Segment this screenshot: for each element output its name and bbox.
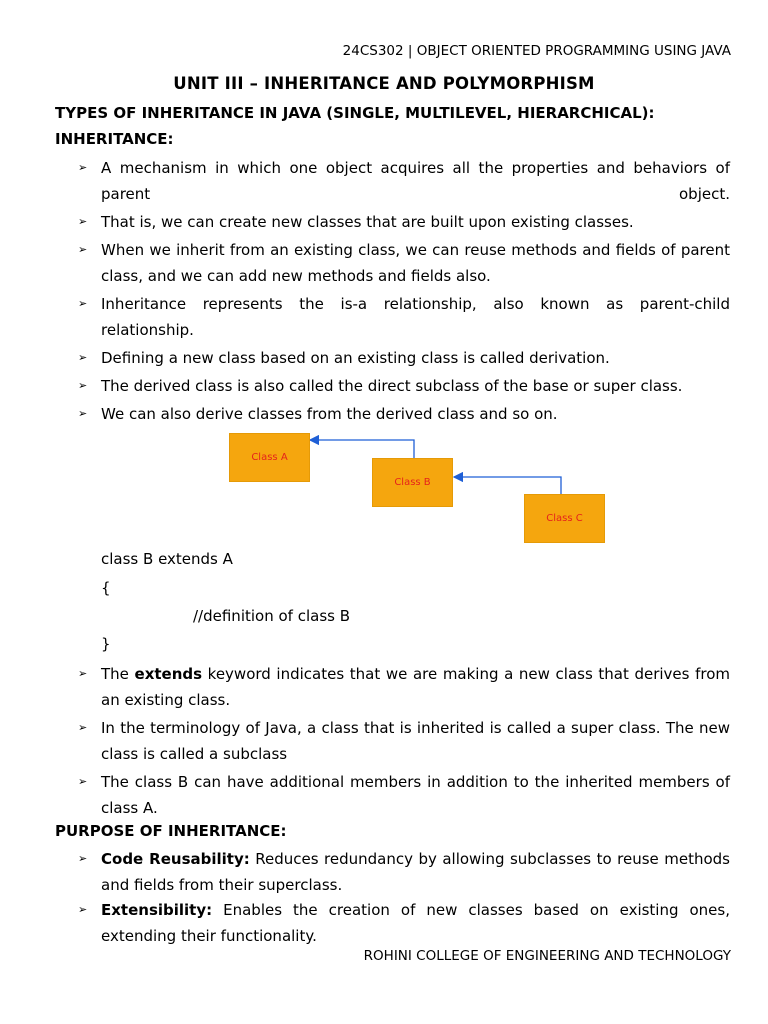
arrow-bullet-icon: ➢ <box>78 775 88 788</box>
bullet-text: Inheritance represents the is-a relationship, also known as parent-child relationship. <box>101 295 730 339</box>
bullet-text: In the terminology of Java, a class that is inherited is called a super class. The new class is called a subclass <box>101 719 730 763</box>
class-b-box: Class B <box>372 458 453 507</box>
page-header: 24CS302 | OBJECT ORIENTED PROGRAMMING USING JAVA <box>342 43 731 59</box>
code-line: { <box>101 579 111 597</box>
class-a-box: Class A <box>229 433 310 482</box>
purpose-term: Extensibility: <box>101 901 213 919</box>
bullet-text: Defining a new class based on an existing class is called derivation. <box>101 349 610 367</box>
class-c-box: Class C <box>524 494 605 543</box>
code-line: //definition of class B <box>193 607 351 625</box>
arrow-bullet-icon: ➢ <box>78 297 88 310</box>
purpose-text: Extensibility: Enables the creation of new classes based on existing ones, extending their functionality. <box>101 901 730 945</box>
code-line: } <box>101 635 111 653</box>
purpose-item <box>78 846 730 898</box>
arrow-c-to-b <box>454 477 561 494</box>
page-footer: ROHINI COLLEGE OF ENGINEERING AND TECHNOLOGY <box>363 948 731 964</box>
purpose-item <box>78 897 730 949</box>
purpose-text: Code Reusability: Reduces redundancy by allowing subclasses to reuse methods and fields from their superclass. <box>101 850 730 894</box>
arrow-bullet-icon: ➢ <box>78 243 88 256</box>
purpose-heading: PURPOSE OF INHERITANCE: <box>55 822 287 840</box>
arrow-bullet-icon: ➢ <box>78 852 88 865</box>
arrow-bullet-icon: ➢ <box>78 721 88 734</box>
bullet-text: The derived class is also called the direct subclass of the base or super class. <box>101 377 683 395</box>
unit-title: UNIT III – INHERITANCE AND POLYMORPHISM <box>173 74 595 93</box>
extends-keyword: extends <box>134 665 203 683</box>
bullet-text: When we inherit from an existing class, we can reuse methods and fields of parent class, and we can add new methods and fields also. <box>101 241 730 285</box>
section-heading: TYPES OF INHERITANCE IN JAVA (SINGLE, MULTILEVEL, HIERARCHICAL): <box>55 104 655 122</box>
bullet-text: We can also derive classes from the derived class and so on. <box>101 405 558 423</box>
bullet-text: The extends keyword indicates that we are making a new class that derives from an existing class. <box>101 665 730 709</box>
code-line: class B extends A <box>101 550 233 568</box>
arrow-bullet-icon: ➢ <box>78 903 88 916</box>
purpose-term: Code Reusability: <box>101 850 250 868</box>
arrow-bullet-icon: ➢ <box>78 351 88 364</box>
arrow-bullet-icon: ➢ <box>78 215 88 228</box>
bullet-text: That is, we can create new classes that are built upon existing classes. <box>101 213 634 231</box>
bullet-text: The class B can have additional members in addition to the inherited members of class A. <box>101 773 730 817</box>
sub-heading-inheritance: INHERITANCE: <box>55 130 174 148</box>
arrow-bullet-icon: ➢ <box>78 667 88 680</box>
bullet-text: A mechanism in which one object acquires all the properties and behaviors of parent object. <box>101 159 730 203</box>
arrow-bullet-icon: ➢ <box>78 161 88 174</box>
arrow-bullet-icon: ➢ <box>78 407 88 420</box>
arrow-b-to-a <box>310 440 414 458</box>
arrow-bullet-icon: ➢ <box>78 379 88 392</box>
bullet-item <box>78 769 730 821</box>
bullet-item <box>78 715 730 767</box>
bullet-item <box>78 661 730 713</box>
